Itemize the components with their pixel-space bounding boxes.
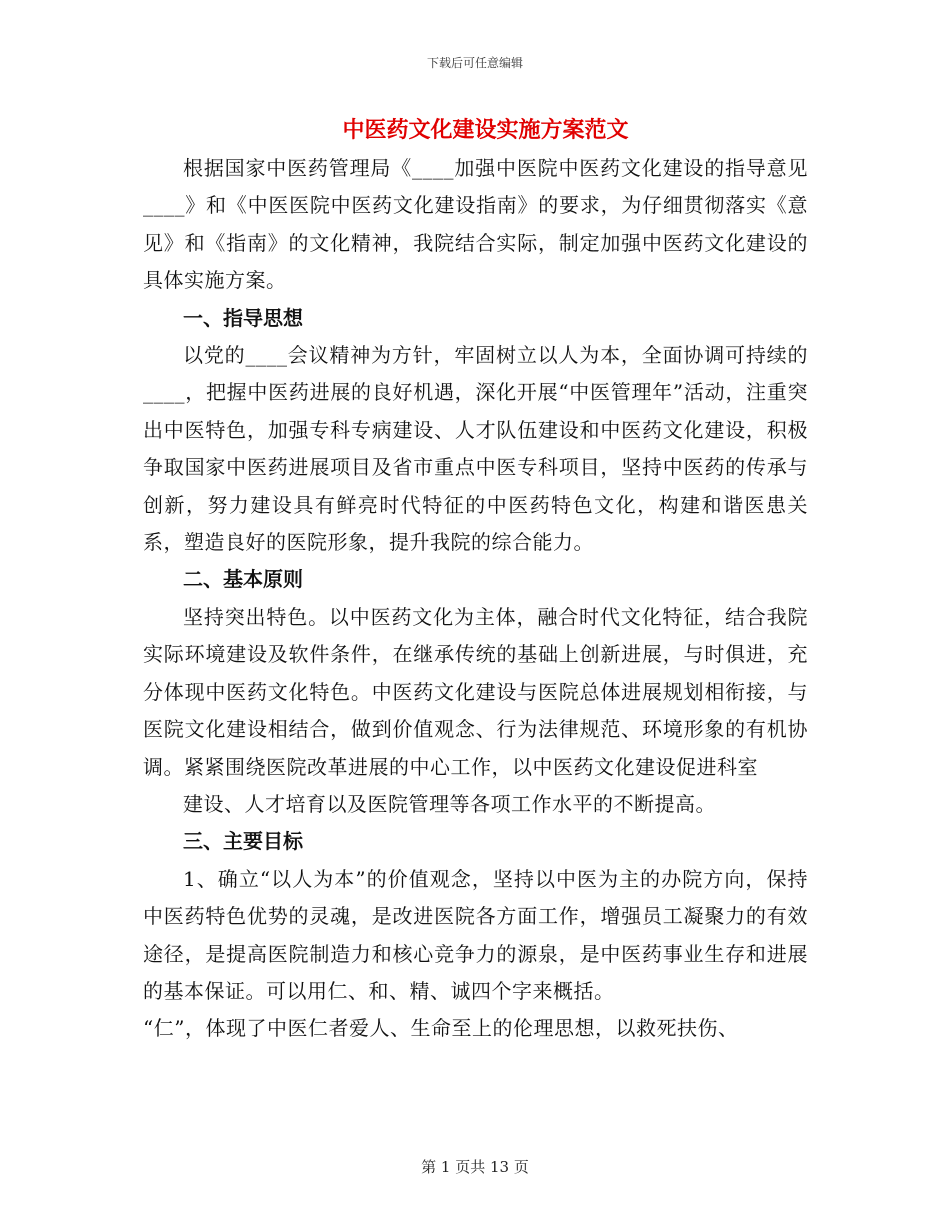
section-heading-guiding-thought: 一、指导思想: [183, 305, 303, 330]
document-body: [143, 110, 808, 1048]
page-number: 第 1 页共 13 页: [421, 1158, 529, 1176]
section-heading-basic-principles: 二、基本原则: [183, 567, 303, 592]
paragraph-main-goals: 1、确立“以人为本”的价值观念，坚持以中医为主的办院方向，保持中医药特色优势的灵魂，是改进医院各方面工作，增强员工凝聚力的有效途径，是提高医院制造力和核心竞争力的源泉，是中医药事业生存和进展的基本保证。可以用仁、和、精、诚四个字来概括。: [143, 866, 808, 1003]
paragraph-guiding-thought: 以党的____会议精神为方针，牢固树立以人为本，全面协调可持续的____，把握中医药进展的良好机遇，深化开展“中医管理年”活动，注重突出中医特色，加强专科专病建设、人才队伍建设和中医药文化建设，积极争取国家中医药进展项目及省市重点中医专科项目，坚持中医药的传承与创新，努力建设具有鲜亮时代特征的中医药特色文化，构建和谐医患关系，塑造良好的医院形象，提升我院的综合能力。: [143, 343, 808, 555]
section-heading-main-goals: 三、主要目标: [183, 829, 303, 854]
paragraph-basic-principles-continued: 建设、人才培育以及医院管理等各项工作水平的不断提高。: [183, 791, 716, 816]
paragraph-basic-principles: 坚持突出特色。以中医药文化为主体，融合时代文化特征，结合我院实际环境建设及软件条件，在继承传统的基础上创新进展，与时俱进，充分体现中医药文化特色。中医药文化建设与医院总体进展规划相衔接，与医院文化建设相结合，做到价值观念、行为法律规范、环境形象的有机协调。紧紧围绕医院改革进展的中心工作，以中医药文化建设促进科室: [143, 604, 808, 779]
paragraph-ren-definition: “仁”，体现了中医仁者爱人、生命至上的伦理思想，以救死扶伤、: [143, 1016, 739, 1041]
header-note: 下载后可任意编辑: [426, 56, 523, 70]
document-title: 中医药文化建设实施方案范文: [342, 117, 629, 143]
paragraph-intro: 根据国家中医药管理局《____加强中医院中医药文化建设的指导意见____》和《中医医院中医药文化建设指南》的要求，为仔细贯彻落实《意见》和《指南》的文化精神，我院结合实际，制定加强中医药文化建设的具体实施方案。: [143, 156, 808, 293]
